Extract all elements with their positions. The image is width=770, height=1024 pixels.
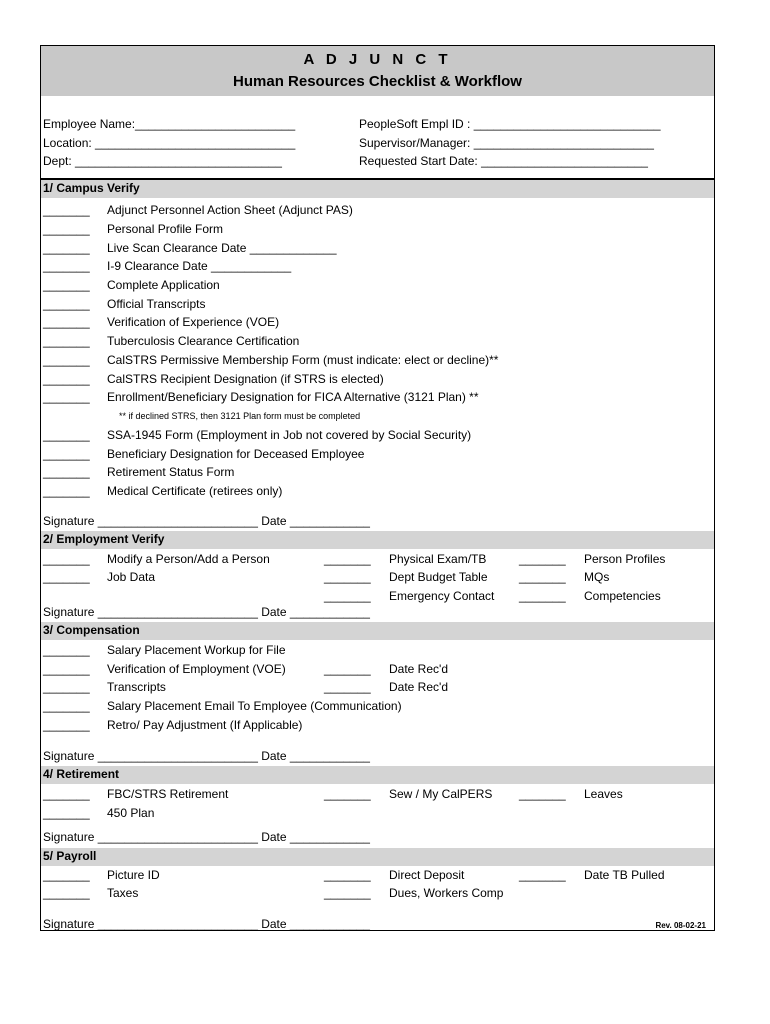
check-blank[interactable]: _______ xyxy=(43,297,90,311)
signature-line[interactable]: Signature ________________________ Date ____________ xyxy=(43,514,370,528)
revision-label: Rev. 08-02-21 xyxy=(655,921,706,930)
check-blank[interactable]: _______ xyxy=(43,353,90,367)
section-title: 4/ Retirement xyxy=(43,767,120,781)
list-item: Personal Profile Form xyxy=(107,222,224,236)
list-item: Taxes xyxy=(107,886,139,900)
section-title: 1/ Campus Verify xyxy=(43,181,140,195)
check-blank[interactable]: _______ xyxy=(43,390,90,404)
list-item: I-9 Clearance Date ____________ xyxy=(107,259,292,273)
supervisor-field[interactable]: Supervisor/Manager: ___________________________ xyxy=(359,136,654,150)
check-blank[interactable]: _______ xyxy=(43,278,90,292)
check-blank[interactable]: _______ xyxy=(519,570,566,584)
list-item: Salary Placement Workup for File xyxy=(107,643,286,657)
check-blank[interactable]: _______ xyxy=(324,552,371,566)
check-blank[interactable]: _______ xyxy=(43,886,90,900)
list-item: CalSTRS Permissive Membership Form (must indicate: elect or decline)** xyxy=(107,353,499,367)
list-item: Complete Application xyxy=(107,278,220,292)
check-blank[interactable]: _______ xyxy=(43,203,90,217)
check-blank[interactable]: _______ xyxy=(43,372,90,386)
list-item: Emergency Contact xyxy=(389,589,495,603)
list-item: Job Data xyxy=(107,570,156,584)
signature-line[interactable]: Signature ________________________ Date ____________ xyxy=(43,749,370,763)
list-item: SSA-1945 Form (Employment in Job not covered by Social Security) xyxy=(107,428,472,442)
check-blank[interactable]: _______ xyxy=(324,589,371,603)
signature-line[interactable]: Signature ________________________ Date ____________ xyxy=(43,917,370,931)
list-item: MQs xyxy=(584,570,610,584)
list-item: Retirement Status Form xyxy=(107,465,235,479)
signature-line[interactable]: Signature ________________________ Date ____________ xyxy=(43,605,370,619)
check-blank[interactable]: _______ xyxy=(519,868,566,882)
section-title: 5/ Payroll xyxy=(43,849,97,863)
check-blank[interactable]: _______ xyxy=(43,552,90,566)
section-campus-verify xyxy=(41,180,714,198)
check-blank[interactable]: _______ xyxy=(324,662,371,676)
check-blank[interactable]: _______ xyxy=(43,643,90,657)
section-title: 2/ Employment Verify xyxy=(43,532,165,546)
check-blank[interactable]: _______ xyxy=(43,428,90,442)
check-blank[interactable]: _______ xyxy=(324,868,371,882)
check-blank[interactable]: _______ xyxy=(43,699,90,713)
section-retirement xyxy=(41,766,714,784)
list-item: CalSTRS Recipient Designation (if STRS is elected) xyxy=(107,372,384,386)
list-item: Physical Exam/TB xyxy=(389,552,487,566)
list-item: Enrollment/Beneficiary Designation for FICA Alternative (3121 Plan) ** xyxy=(107,390,479,404)
list-item: Verification of Employment (VOE) xyxy=(107,662,286,676)
list-item: Picture ID xyxy=(107,868,160,882)
list-item: Salary Placement Email To Employee (Communication) xyxy=(107,699,402,713)
form-title: A D J U N C T xyxy=(303,51,452,68)
list-item: Competencies xyxy=(584,589,661,603)
dept-field[interactable]: Dept: _______________________________ xyxy=(43,154,282,168)
form-subtitle: Human Resources Checklist & Workflow xyxy=(233,73,522,90)
list-item: Leaves xyxy=(584,787,623,801)
check-blank[interactable]: _______ xyxy=(43,868,90,882)
check-blank[interactable]: _______ xyxy=(43,447,90,461)
form-header xyxy=(41,46,714,96)
check-blank[interactable]: _______ xyxy=(324,680,371,694)
list-item: Person Profiles xyxy=(584,552,666,566)
section-compensation xyxy=(41,622,714,640)
check-blank[interactable]: _______ xyxy=(519,589,566,603)
check-blank[interactable]: _______ xyxy=(43,718,90,732)
list-item: Medical Certificate (retirees only) xyxy=(107,484,283,498)
list-item: Dept Budget Table xyxy=(389,570,488,584)
check-blank[interactable]: _______ xyxy=(43,241,90,255)
check-blank[interactable]: _______ xyxy=(43,680,90,694)
signature-line[interactable]: Signature ________________________ Date ____________ xyxy=(43,830,370,844)
list-item: Sew / My CalPERS xyxy=(389,787,493,801)
check-blank[interactable]: _______ xyxy=(43,334,90,348)
check-blank[interactable]: _______ xyxy=(43,787,90,801)
check-blank[interactable]: _______ xyxy=(324,787,371,801)
section-payroll xyxy=(41,848,714,866)
footnote: ** if declined STRS, then 3121 Plan form must be completed xyxy=(119,411,361,421)
list-item: Modify a Person/Add a Person xyxy=(107,552,270,566)
check-blank[interactable]: _______ xyxy=(324,570,371,584)
list-item: Tuberculosis Clearance Certification xyxy=(107,334,300,348)
list-item: Dues, Workers Comp xyxy=(389,886,504,900)
check-blank[interactable]: _______ xyxy=(43,222,90,236)
check-blank[interactable]: _______ xyxy=(43,259,90,273)
check-blank[interactable]: _______ xyxy=(43,465,90,479)
list-item: Retro/ Pay Adjustment (If Applicable) xyxy=(107,718,303,732)
list-item: Transcripts xyxy=(107,680,166,694)
check-blank[interactable]: _______ xyxy=(519,787,566,801)
hr-checklist-form xyxy=(40,45,715,931)
section-title: 3/ Compensation xyxy=(43,623,140,637)
check-blank[interactable]: _______ xyxy=(43,662,90,676)
section-employment-verify xyxy=(41,531,714,549)
start-date-field[interactable]: Requested Start Date: _________________________ xyxy=(359,154,648,168)
check-blank[interactable]: _______ xyxy=(324,886,371,900)
list-item: Direct Deposit xyxy=(389,868,465,882)
date-received-label: Date Rec'd xyxy=(389,662,448,676)
list-item: Live Scan Clearance Date _____________ xyxy=(107,241,337,255)
date-received-label: Date Rec'd xyxy=(389,680,448,694)
list-item: Adjunct Personnel Action Sheet (Adjunct PAS) xyxy=(107,203,353,217)
list-item: Beneficiary Designation for Deceased Employee xyxy=(107,447,365,461)
check-blank[interactable]: _______ xyxy=(43,484,90,498)
check-blank[interactable]: _______ xyxy=(519,552,566,566)
empl-id-field[interactable]: PeopleSoft Empl ID : ____________________________ xyxy=(359,117,661,131)
check-blank[interactable]: _______ xyxy=(43,806,90,820)
check-blank[interactable]: _______ xyxy=(43,315,90,329)
list-item: FBC/STRS Retirement xyxy=(107,787,229,801)
list-item: Date TB Pulled xyxy=(584,868,665,882)
list-item: Official Transcripts xyxy=(107,297,206,311)
list-item: 450 Plan xyxy=(107,806,155,820)
list-item: Verification of Experience (VOE) xyxy=(107,315,280,329)
check-blank[interactable]: _______ xyxy=(43,570,90,584)
employee-name-field[interactable]: Employee Name:________________________ xyxy=(43,117,296,131)
location-field[interactable]: Location: ______________________________ xyxy=(43,136,296,150)
